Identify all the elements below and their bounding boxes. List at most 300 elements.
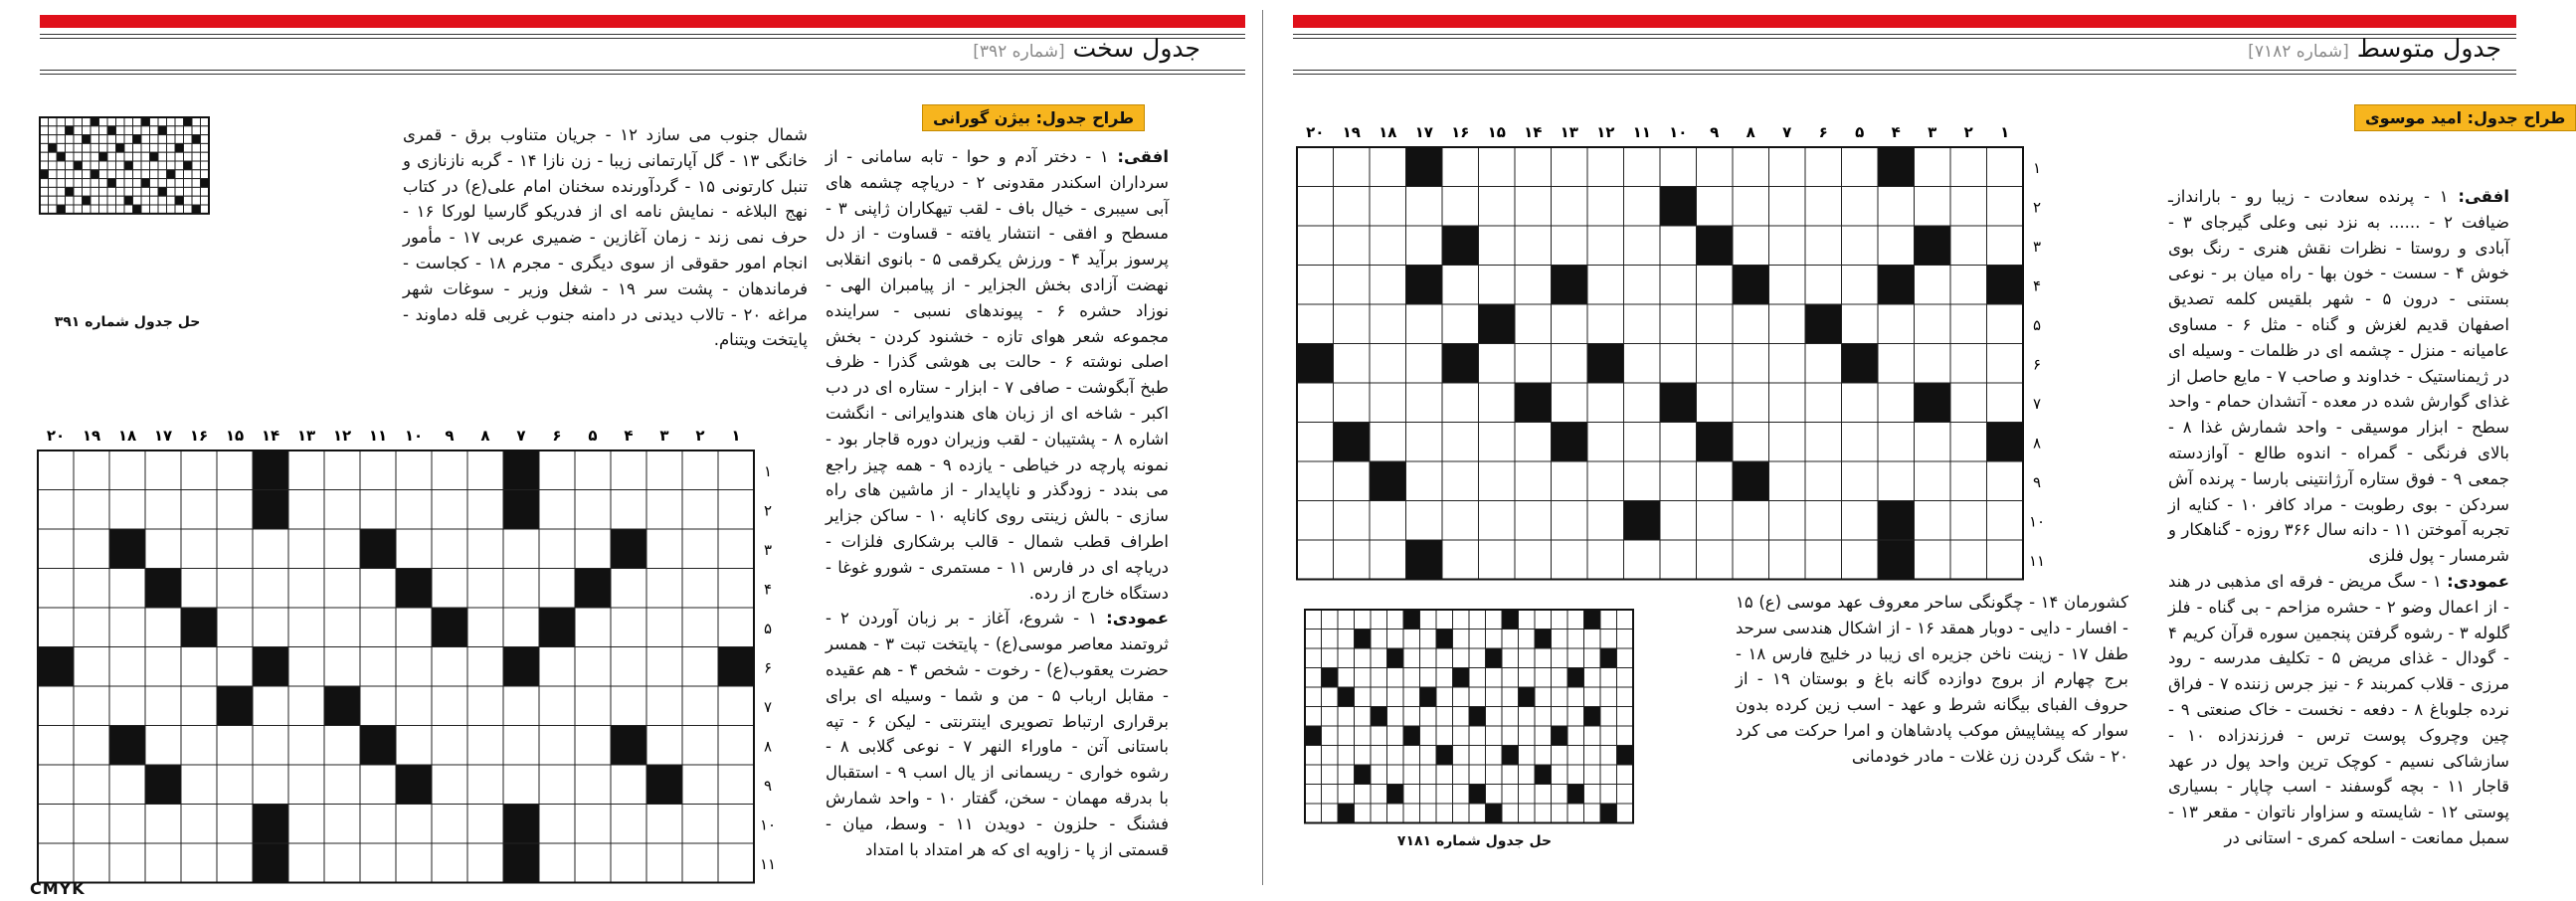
black-cell [40, 170, 49, 179]
grid-cell [1338, 668, 1355, 688]
down-clues: ۱ - شروع، آغاز - بر زبان آوردن ۲ - ثروتمند معاصر موسی(ع) - پایتخت تبت ۳ - همسر حضرت یعقوب(ع) - رخوت - شخص ۴ - هم عقیده - مقابل ارباب ۵ - من و شما - وسیله ای برای برقراری ارتباط تصویری اینترنتی - لیکن ۶ - تپه باستانی آتن - ماوراء النهر ۷ - نوعی گلابی ۸ - رشوه خواری - ریسمانی از یال اسب ۹ - استقبال با بدرقه مهمان - سخن، گفتار ۱۰ - واحد شمارش فشنگ - حلزون - دویدن ۱۱ - وسط، میان - قسمتی از پا - زاویه ای که هر امتداد با امتداد [826, 609, 1169, 859]
black-cell [109, 726, 145, 766]
grid-cell [432, 805, 467, 844]
grid-cell [116, 126, 125, 135]
black-cell [1697, 423, 1734, 462]
grid-cell [184, 143, 193, 152]
grid-cell [1600, 765, 1617, 785]
grid-cell [1355, 610, 1372, 630]
grid-cell [1769, 501, 1806, 541]
black-cell [1660, 383, 1697, 423]
grid-cell [360, 805, 396, 844]
grid-cell [201, 135, 210, 144]
grid-cell [1915, 461, 1951, 501]
grid-cell [1338, 648, 1355, 668]
grid-cell [150, 187, 159, 196]
grid-cell [192, 152, 201, 161]
grid-cell [360, 765, 396, 805]
grid-cell [467, 765, 503, 805]
grid-cell [718, 569, 754, 609]
grid-cell [201, 170, 210, 179]
grid-cell [192, 196, 201, 205]
across-clues: ۱ - دختر آدم و حوا - تابه سامانی - از سرداران اسکندر مقدونی ۲ - دریاچه چشمه های آبی سیبری - خیال باف - لقب تیهکاران ژاپنی ۳ - مسطح و افقی - انتشار یافته - قساوت - از دل پرسوز برآید ۴ - ورزش یکرقمی ۵ - بانوی انقلابی نهضت آزادی بخش الجزایر - از پیامبران الهی - نوزاد حشره ۶ - پیوندهای نسبی - سراینده مجموعه شعر هوای تازه - خشنود کردن - بخش اصلی نوشته ۶ - حالت بی هوشی گذرا - ظرف طبخ آبگوشت - صافی ۷ - ابزار - ستاره ای در دب اکبر - شاخه ای از زبان های هندوایرانی - انگشت اشاره ۸ - پشتیبان - لقب وزیران دوره قاجار بود - نمونه پارچه در خیاطی - یازده ۹ - همه چیز راجع می بندد - زودگذر و ناپایدار - از ماشین های راه سازی - بالش زینتی روی کاناپه ۱۰ - ساکن جزایر اطراف قطب شمال - قالب برشکاری فلزات - دریاچه ای در فارس ۱۱ - مستمری - شورو غوغا - دستگاه خارج از رده. [826, 147, 1170, 603]
grid-cell [1600, 610, 1617, 630]
column-number: ۱۵ [1487, 123, 1506, 141]
grid-cell [124, 179, 133, 188]
grid-cell [1370, 304, 1406, 344]
grid-cell [66, 179, 75, 188]
black-cell [503, 647, 539, 687]
grid-cell [1420, 726, 1437, 746]
grid-cell [175, 170, 184, 179]
grid-cell [1535, 648, 1552, 668]
grid-cell [1515, 304, 1552, 344]
grid-cell [646, 490, 682, 530]
grid-cell [1987, 461, 2024, 501]
column-number: ۱۱ [1632, 123, 1651, 141]
grid-cell [646, 529, 682, 569]
column-number: ۱۰ [1669, 123, 1688, 141]
grid-cell [1552, 383, 1588, 423]
grid-cell [57, 117, 66, 126]
grid-cell [1334, 383, 1371, 423]
grid-cell [150, 170, 159, 179]
grid-cell [181, 805, 217, 844]
grid-cell [1950, 226, 1987, 266]
grid-cell [1436, 785, 1453, 805]
grid-cell [1305, 668, 1322, 688]
black-cell [253, 647, 288, 687]
grid-cell [288, 686, 324, 726]
grid-cell [1420, 648, 1437, 668]
grid-cell [83, 179, 92, 188]
grid-cell [1442, 187, 1479, 227]
grid-cell [1660, 147, 1697, 187]
grid-cell [40, 187, 49, 196]
grid-cell [682, 450, 718, 490]
grid-cell [57, 143, 66, 152]
grid-cell [66, 196, 75, 205]
black-cell [1567, 668, 1584, 688]
grid-cell [1469, 668, 1486, 688]
grid-cell [1479, 423, 1516, 462]
black-cell [158, 126, 167, 135]
grid-cell [1617, 765, 1634, 785]
grid-cell [467, 843, 503, 883]
grid-cell [253, 608, 288, 647]
grid-cell [1436, 687, 1453, 707]
black-cell [74, 161, 83, 170]
grid-cell [718, 765, 754, 805]
black-cell [1403, 726, 1420, 746]
grid-cell [1915, 147, 1951, 187]
grid-cell [66, 205, 75, 214]
grid-cell [1334, 187, 1371, 227]
down-label: عمودی: [1106, 609, 1170, 629]
grid-cell [539, 450, 575, 490]
title-text: جدول متوسط [2356, 34, 2501, 63]
grid-cell [1697, 147, 1734, 187]
grid-cell [646, 569, 682, 609]
black-cell [503, 843, 539, 883]
grid-cell [150, 135, 159, 144]
grid-cell [1535, 785, 1552, 805]
black-cell [1442, 226, 1479, 266]
grid-cell [91, 179, 99, 188]
grid-cell [1950, 383, 1987, 423]
grid-cell [1387, 765, 1404, 785]
grid-cell [288, 608, 324, 647]
grid-cell [467, 569, 503, 609]
grid-cell [1878, 344, 1915, 384]
black-cell [1469, 785, 1486, 805]
grid-cell [1519, 804, 1536, 823]
grid-cell [1950, 266, 1987, 305]
grid-cell [1403, 765, 1420, 785]
grid-cell [1733, 344, 1769, 384]
grid-cell [1420, 746, 1437, 766]
black-cell [1355, 765, 1372, 785]
grid-cell [57, 135, 66, 144]
grid-cell [1552, 147, 1588, 187]
grid-cell [1552, 707, 1568, 727]
header-rule [40, 74, 1245, 75]
grid-cell [1519, 630, 1536, 649]
black-cell [1486, 804, 1503, 823]
grid-cell [83, 152, 92, 161]
grid-cell [1371, 630, 1387, 649]
grid-cell [1387, 610, 1404, 630]
black-cell [141, 117, 150, 126]
grid-cell [467, 686, 503, 726]
black-cell [1515, 383, 1552, 423]
grid-cell [1842, 304, 1879, 344]
grid-cell [1469, 648, 1486, 668]
grid-cell [40, 135, 49, 144]
grid-cell [503, 686, 539, 726]
black-cell [646, 765, 682, 805]
grid-cell [175, 179, 184, 188]
row-number: ۴ [763, 580, 773, 599]
black-cell [503, 805, 539, 844]
grid-cell [145, 608, 181, 647]
grid-cell [1769, 187, 1806, 227]
black-cell [150, 152, 159, 161]
grid-cell [360, 608, 396, 647]
printer-mark: CMYK [30, 879, 86, 898]
row-number: ۱ [2032, 158, 2042, 177]
grid-cell [158, 196, 167, 205]
grid-cell [1442, 461, 1479, 501]
grid-cell [1552, 540, 1588, 580]
grid-cell [1660, 461, 1697, 501]
grid-cell [40, 179, 49, 188]
grid-cell [167, 152, 176, 161]
grid-cell [467, 450, 503, 490]
grid-cell [1567, 630, 1584, 649]
black-cell [1502, 746, 1519, 766]
grid-cell [1297, 226, 1334, 266]
grid-cell [1617, 707, 1634, 727]
grid-cell [1355, 707, 1372, 727]
clues-continued [1736, 590, 2128, 878]
grid-cell [1987, 344, 2024, 384]
grid-cell [575, 726, 611, 766]
grid-cell [1600, 687, 1617, 707]
grid-cell [1479, 461, 1516, 501]
black-cell [201, 179, 210, 188]
grid-cell [133, 187, 142, 196]
grid-cell [1987, 226, 2024, 266]
grid-cell [1535, 726, 1552, 746]
grid-cell [217, 726, 253, 766]
grid-cell [1805, 540, 1842, 580]
grid-cell [324, 805, 360, 844]
grid-cell [503, 569, 539, 609]
grid-cell [1624, 226, 1661, 266]
grid-cell [1479, 383, 1516, 423]
grid-cell [1406, 304, 1443, 344]
grid-cell [1420, 765, 1437, 785]
grid-cell [1733, 226, 1769, 266]
grid-cell [1387, 726, 1404, 746]
grid-cell [718, 529, 754, 569]
row-number: ۴ [2032, 276, 2042, 295]
grid-cell [1486, 707, 1503, 727]
grid-cell [1552, 630, 1568, 649]
grid-cell [184, 135, 193, 144]
grid-cell [1515, 423, 1552, 462]
grid-cell [57, 187, 66, 196]
grid-cell [167, 135, 176, 144]
grid-cell [1624, 304, 1661, 344]
grid-cell [184, 126, 193, 135]
grid-cell [107, 196, 116, 205]
black-cell [253, 805, 288, 844]
grid-cell [396, 805, 432, 844]
clue-column [2168, 184, 2509, 880]
grid-cell [192, 143, 201, 152]
grid-cell [682, 843, 718, 883]
grid-cell [1584, 687, 1601, 707]
solution-grid [38, 115, 212, 213]
column-number: ۱۳ [1560, 123, 1578, 141]
grid-cell [217, 647, 253, 687]
black-cell [1987, 266, 2024, 305]
grid-cell [91, 205, 99, 214]
row-number: ۹ [2032, 472, 2042, 491]
black-cell [133, 205, 142, 214]
grid-cell [611, 450, 646, 490]
black-cell [1878, 501, 1915, 541]
grid-cell [1442, 147, 1479, 187]
black-cell [575, 569, 611, 609]
row-number: ۲ [763, 501, 773, 520]
grid-cell [1769, 226, 1806, 266]
grid-cell [49, 205, 58, 214]
grid-cell [718, 608, 754, 647]
grid-cell [184, 170, 193, 179]
grid-cell [99, 143, 108, 152]
grid-cell [288, 529, 324, 569]
black-cell [1479, 304, 1516, 344]
column-number: ۹ [1710, 123, 1720, 141]
grid-cell [1915, 540, 1951, 580]
grid-cell [1355, 746, 1372, 766]
black-cell [1878, 147, 1915, 187]
grid-cell [184, 205, 193, 214]
grid-cell [1338, 765, 1355, 785]
grid-cell [1338, 746, 1355, 766]
grid-cell [217, 608, 253, 647]
grid-cell [107, 170, 116, 179]
grid-cell [74, 205, 83, 214]
grid-cell [1617, 785, 1634, 805]
grid-cell [167, 187, 176, 196]
grid-cell [1600, 726, 1617, 746]
black-cell [1617, 746, 1634, 766]
grid-cell [646, 647, 682, 687]
grid-cell [1552, 785, 1568, 805]
grid-cell [1469, 610, 1486, 630]
grid-cell [91, 196, 99, 205]
grid-cell [1584, 804, 1601, 823]
grid-cell [74, 152, 83, 161]
grid-cell [74, 686, 109, 726]
grid-cell [324, 608, 360, 647]
row-number: ۲ [2032, 198, 2042, 217]
black-cell [1733, 461, 1769, 501]
grid-cell [1519, 765, 1536, 785]
column-number: ۸ [480, 427, 490, 445]
grid-cell [1535, 668, 1552, 688]
black-cell [192, 135, 201, 144]
grid-cell [1769, 383, 1806, 423]
grid-cell [145, 686, 181, 726]
grid-cell [175, 126, 184, 135]
grid-cell [1420, 630, 1437, 649]
column-number: ۱۷ [1414, 123, 1433, 141]
grid-cell [539, 569, 575, 609]
grid-cell [1502, 648, 1519, 668]
column-number: ۱۴ [261, 427, 280, 445]
grid-cell [1733, 383, 1769, 423]
grid-cell [1584, 668, 1601, 688]
column-number: ۴ [624, 427, 634, 445]
black-cell [1436, 630, 1453, 649]
grid-cell [150, 126, 159, 135]
grid-cell [1519, 610, 1536, 630]
grid-cell [192, 179, 201, 188]
row-number: ۹ [763, 776, 773, 795]
grid-cell [1697, 501, 1734, 541]
grid-cell [167, 179, 176, 188]
row-number: ۶ [763, 658, 773, 677]
grid-cell [1587, 304, 1624, 344]
grid-cell [1453, 785, 1470, 805]
column-number: ۱ [731, 427, 741, 445]
grid-cell [91, 126, 99, 135]
grid-cell [575, 647, 611, 687]
column-number: ۶ [552, 427, 562, 445]
grid-cell [324, 726, 360, 766]
grid-cell [539, 765, 575, 805]
grid-cell [1479, 266, 1516, 305]
clues-continued [403, 122, 808, 381]
grid-cell [133, 161, 142, 170]
grid-cell [1915, 501, 1951, 541]
grid-cell [201, 161, 210, 170]
grid-cell [1334, 344, 1371, 384]
grid-cell [217, 490, 253, 530]
grid-cell [124, 187, 133, 196]
grid-cell [467, 805, 503, 844]
grid-cell [74, 179, 83, 188]
black-cell [184, 117, 193, 126]
grid-cell [74, 196, 83, 205]
grid-cell [1502, 707, 1519, 727]
grid-cell [1842, 461, 1879, 501]
grid-cell [288, 805, 324, 844]
grid-cell [1479, 501, 1516, 541]
grid-cell [1587, 540, 1624, 580]
grid-cell [145, 529, 181, 569]
row-number: ۶ [2032, 355, 2042, 374]
grid-cell [1587, 187, 1624, 227]
grid-cell [467, 529, 503, 569]
grid-cell [288, 726, 324, 766]
grid-cell [1305, 785, 1322, 805]
grid-cell [1371, 726, 1387, 746]
grid-cell [575, 490, 611, 530]
grid-cell [91, 135, 99, 144]
black-cell [175, 143, 184, 152]
grid-cell [1842, 540, 1879, 580]
grid-cell [57, 196, 66, 205]
grid-cell [167, 126, 176, 135]
grid-cell [217, 450, 253, 490]
grid-cell [432, 765, 467, 805]
grid-cell [682, 765, 718, 805]
grid-cell [74, 569, 109, 609]
grid-cell [432, 726, 467, 766]
grid-cell [1624, 461, 1661, 501]
grid-cell [1322, 630, 1339, 649]
black-cell [49, 143, 58, 152]
grid-cell [107, 143, 116, 152]
grid-cell [396, 843, 432, 883]
grid-cell [1515, 226, 1552, 266]
grid-cell [1515, 187, 1552, 227]
grid-cell [1297, 540, 1334, 580]
grid-cell [217, 569, 253, 609]
grid-cell [1406, 423, 1443, 462]
grid-cell [74, 843, 109, 883]
grid-cell [1370, 383, 1406, 423]
column-number: ۱۸ [117, 427, 137, 445]
grid-cell [116, 205, 125, 214]
grid-cell [40, 161, 49, 170]
grid-cell [1338, 707, 1355, 727]
grid-cell [396, 647, 432, 687]
grid-cell [1600, 630, 1617, 649]
grid-cell [133, 152, 142, 161]
grid-cell [467, 647, 503, 687]
issue-number: [شماره ۷۱۸۲] [2248, 42, 2349, 62]
grid-cell [217, 805, 253, 844]
row-number: ۸ [2032, 434, 2042, 452]
grid-cell [150, 117, 159, 126]
